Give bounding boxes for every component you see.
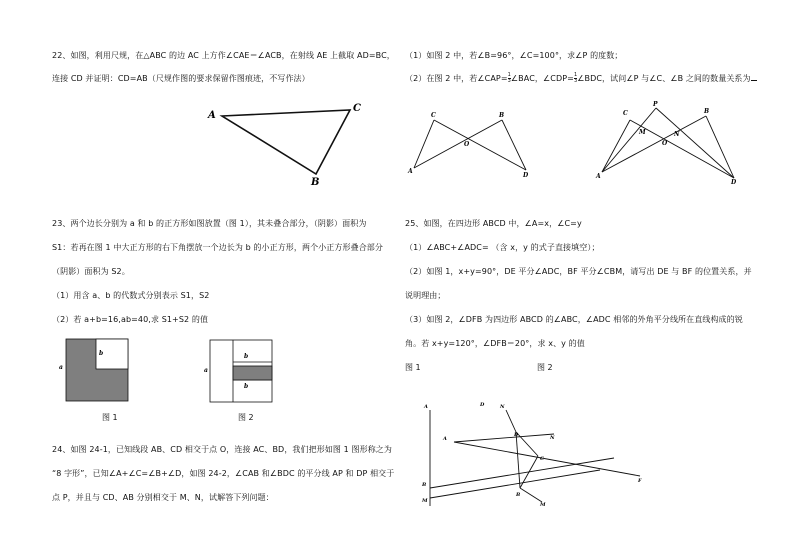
- f2-M: M: [639, 129, 646, 136]
- q23-line3: （阴影）面积为 S2。: [52, 267, 130, 276]
- q25-line6: 角。若 x+y=120°，∠DFB＝20°，求 x、y 的值: [405, 339, 585, 348]
- label-A: A: [208, 110, 216, 121]
- q23-fig1-caption: 图 1: [102, 413, 118, 422]
- q25-caption-fig1: 图 1: [405, 363, 421, 372]
- label-C: C: [353, 103, 361, 114]
- f3-D: D: [514, 432, 519, 438]
- q22-line2: 连接 CD 并证明：CD=AB（尺规作图的要求保留作图痕迹，不写作法）: [52, 74, 310, 83]
- q25-line3: （2）如图 1，x+y=90°，DE 平分∠ADC，BF 平分∠CBM，请写出 DE 与 BF 的位置关系，并: [405, 267, 752, 276]
- q24-sub2-c: ∠BDC，试问∠P 与∠C、∠B 之间的数量关系为: [577, 74, 751, 83]
- q24-line3: 点 P，并且与 CD、AB 分别相交于 M、N，试解答下列问题：: [52, 493, 274, 502]
- f3-M: M: [540, 502, 546, 508]
- f1-B: B: [499, 112, 505, 119]
- fig1-label-b: b: [99, 350, 104, 357]
- f2-O: O: [662, 140, 668, 147]
- f1-D: D: [523, 172, 529, 179]
- q24-sub2: [405, 73, 757, 84]
- q24-fig1-eight-shape: [404, 106, 534, 182]
- q24-sub2-b: ∠BAC，∠CDP=: [510, 74, 574, 83]
- f3-N-top: N: [500, 404, 505, 410]
- q24-line1: 24、如图 24-1，已知线段 AB、CD 相交于点 O，连接 AC、BD，我们把形如图 1 图形称之为: [52, 445, 392, 454]
- f3-C: C: [540, 456, 544, 462]
- q25-line4: 说明理由；: [405, 291, 446, 300]
- q23-line5: （2）若 a+b=16,ab=40,求 S1+S2 的值: [52, 315, 209, 324]
- f3-B-left: B: [422, 482, 427, 488]
- q25-line1: 25、如图，在四边形 ABCD 中，∠A=x，∠C=y: [405, 219, 582, 228]
- frac-one-third-2: $\frac{1}{3}$: [573, 72, 578, 84]
- q23-fig2-caption: 图 2: [238, 413, 254, 422]
- overlap-shaded: [233, 366, 272, 380]
- q22-triangle-figure: [200, 98, 370, 190]
- fig2-label-b2: b: [244, 383, 249, 390]
- f3-A-top: A: [424, 404, 428, 410]
- q25-caption-fig2: 图 2: [537, 363, 553, 372]
- triangle-abc: [222, 110, 350, 174]
- f3-A: A: [443, 436, 447, 442]
- f3-D-top: D: [480, 402, 485, 408]
- q24-line2: “8 字形”，已知∠A+∠C=∠B+∠D，如图 24-2，∠CAB 和∠BDC 的平分线 AP 和 DP 相交于: [52, 469, 395, 478]
- fig2-label-b1: b: [244, 353, 249, 360]
- f2-B: B: [704, 108, 710, 115]
- f1-O: O: [464, 141, 470, 148]
- q23-fig1: [58, 335, 134, 405]
- q25-line2: （1）∠ABC+∠ADC= （含 x，y 的式子直接填空）；: [405, 243, 600, 252]
- q25-line5: （3）如图 2，∠DFB 为四边形 ABCD 的∠ABC，∠ADC 相邻的外角平分线所在直线构成的锐: [405, 315, 743, 324]
- q23-fig2: [200, 336, 278, 406]
- f2-C: C: [623, 110, 628, 117]
- q23-line4: （1）用含 a、b 的代数式分别表示 S1，S2: [52, 291, 210, 300]
- fig2-label-a: a: [204, 367, 208, 374]
- label-B: B: [311, 177, 320, 188]
- q23-line1: 23、两个边长分别为 a 和 b 的正方形如图放置（图 1），其未叠合部分，（阴影）面积为: [52, 219, 367, 228]
- q24-sub2-a: （2）在图 2 中，若∠CAP=: [405, 74, 508, 83]
- q22-line1: 22、如图，利用尺规，在△ABC 的边 AC 上方作∠CAE＝∠ACB，在射线 AE 上截取 AD=BC，: [52, 51, 395, 60]
- f3-F: F: [638, 478, 642, 484]
- f2-P: P: [653, 101, 658, 108]
- q24-fig2-bisectors: [594, 98, 742, 186]
- f2-D: D: [731, 179, 737, 186]
- f3-N: N: [550, 435, 555, 441]
- f2-A: A: [596, 173, 601, 180]
- f2-N: N: [674, 131, 680, 138]
- f1-A: A: [408, 168, 413, 175]
- frac-one-third-1: $\frac{1}{3}$: [507, 72, 511, 84]
- f3-M-left: M: [422, 498, 428, 504]
- q23-line2: S1：若再在图 1 中大正方形的右下角摆放一个边长为 b 的小正方形，两个小正方形叠合部分: [52, 243, 384, 252]
- q25-quadrilateral-figure: [418, 396, 658, 510]
- f3-B: B: [516, 492, 521, 498]
- q24-sub1: （1）如图 2 中，若∠B=96°，∠C=100°，求∠P 的度数；: [405, 51, 623, 60]
- f1-C: C: [431, 112, 436, 119]
- fig1-label-a: a: [59, 364, 63, 371]
